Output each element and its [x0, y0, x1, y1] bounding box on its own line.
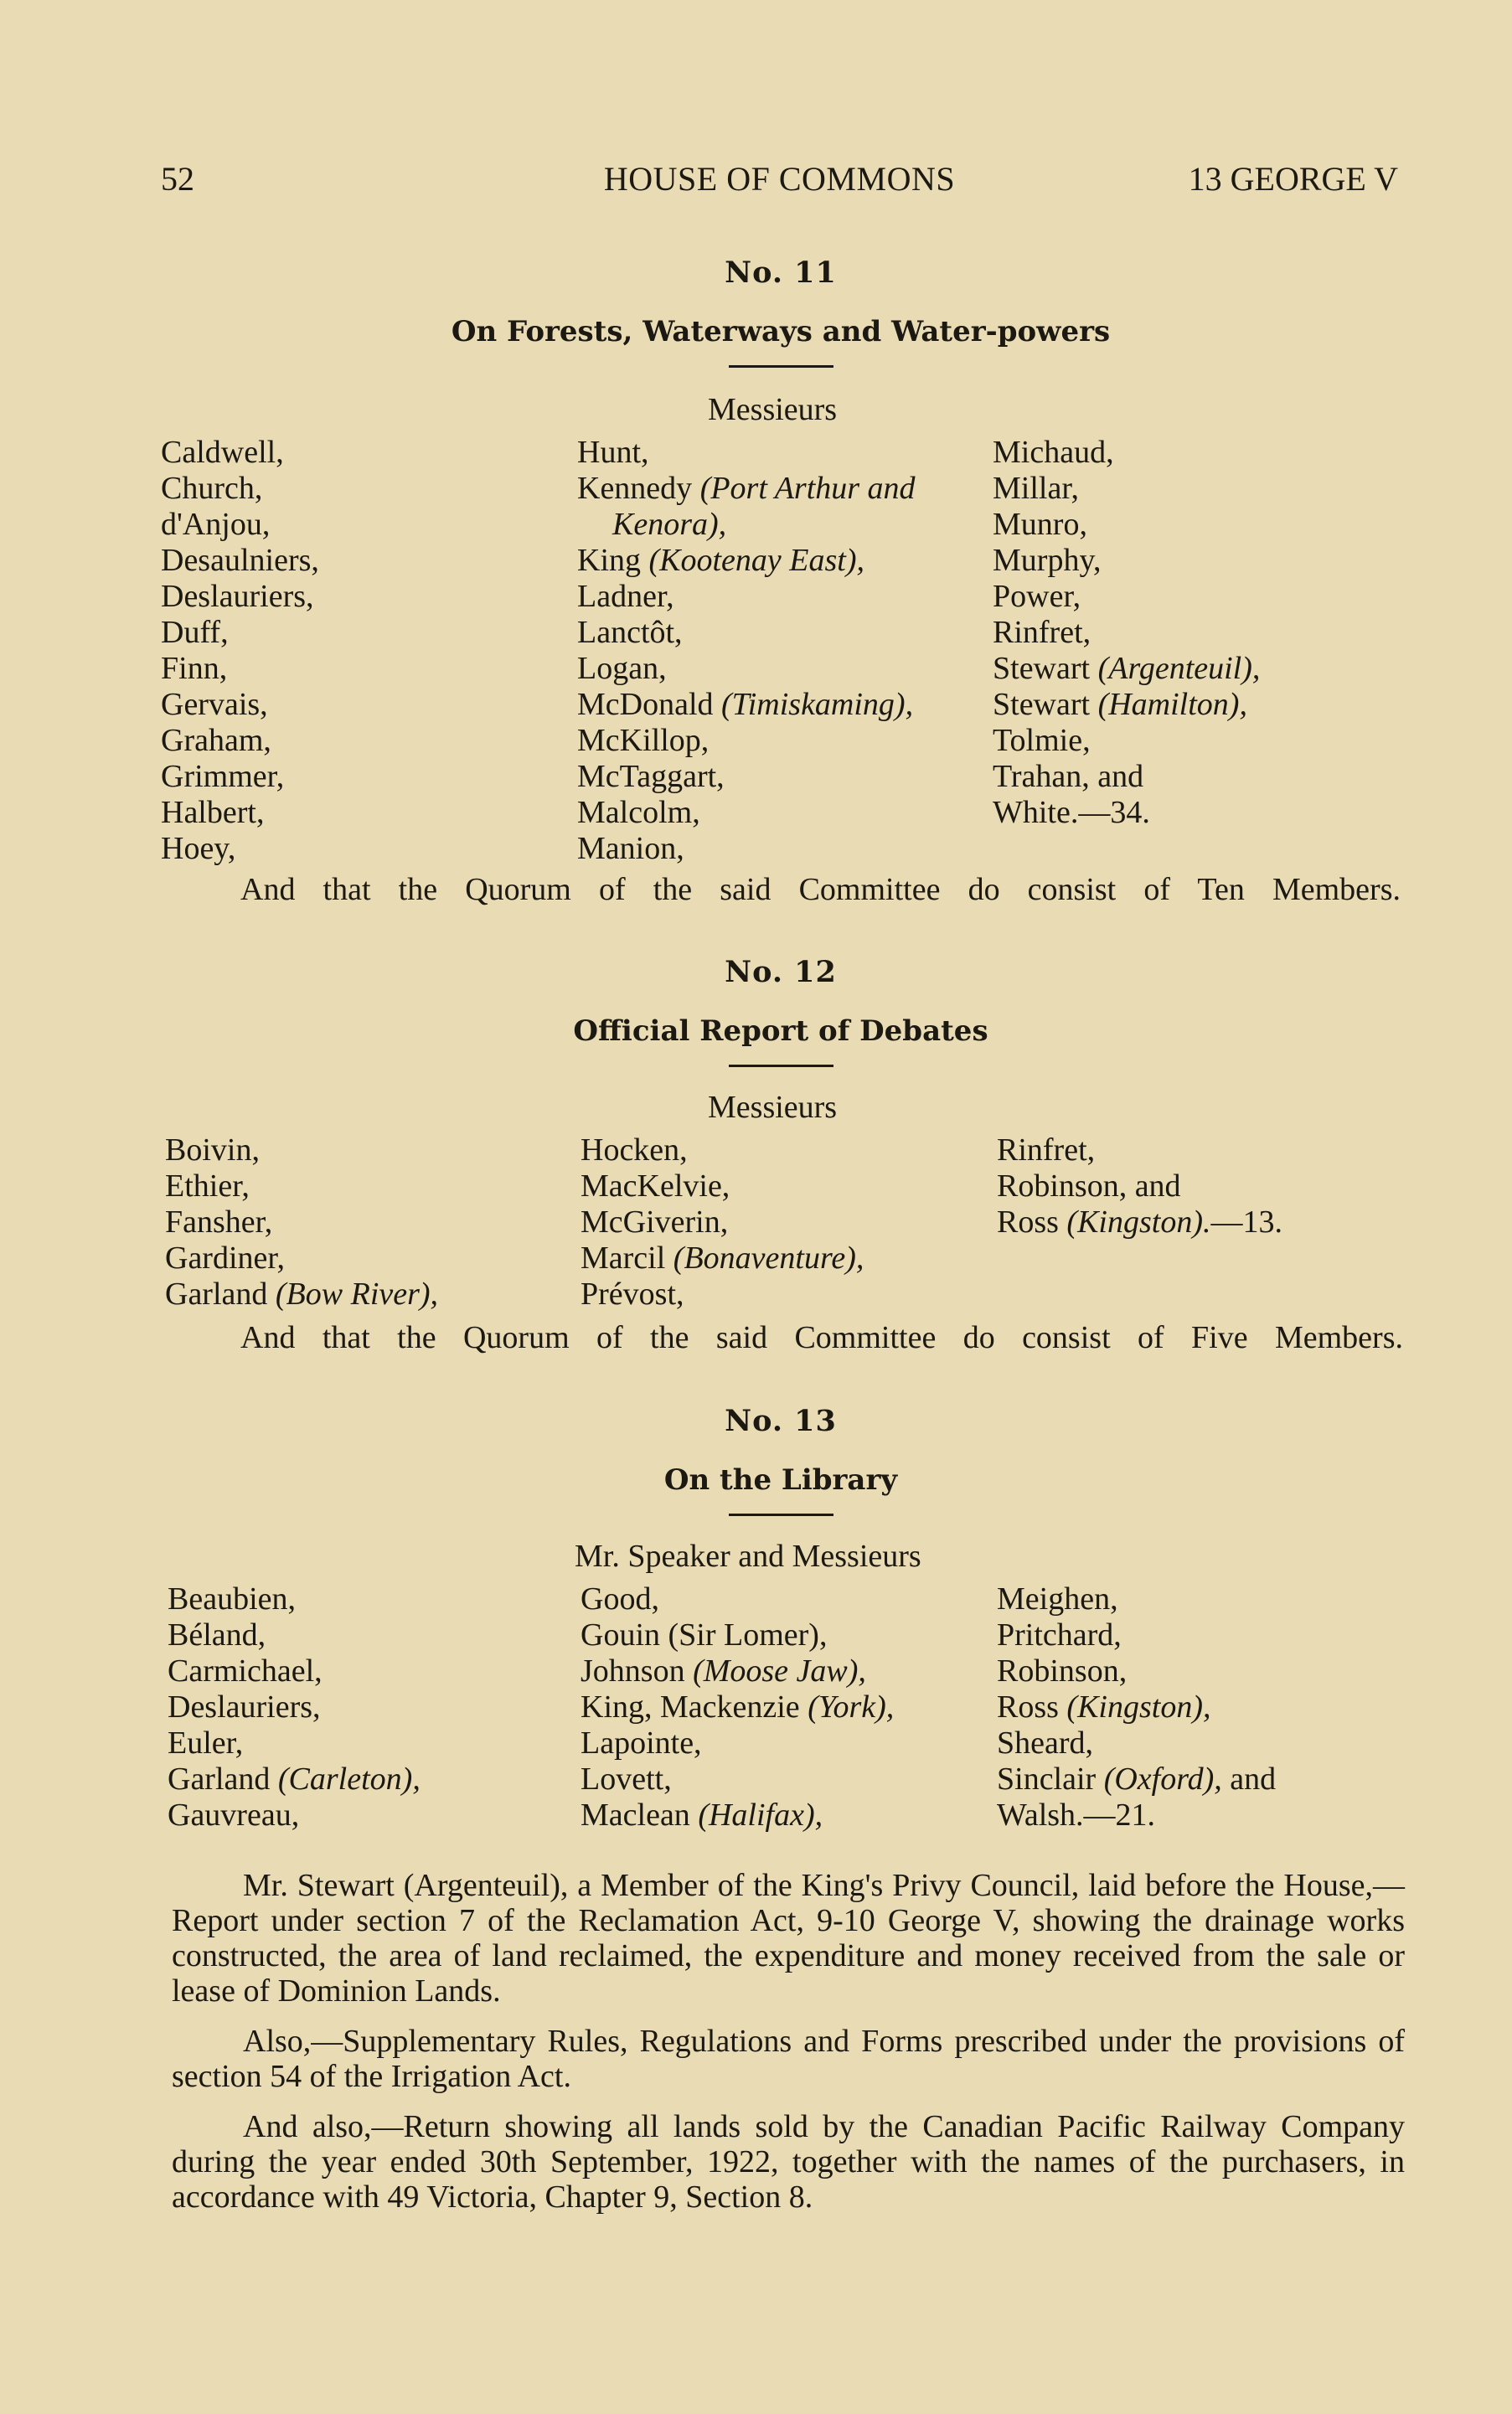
- member-name: Rinfret,: [993, 615, 1091, 650]
- member-entry: Halbert,: [161, 795, 265, 830]
- member-name: Stewart: [993, 687, 1098, 722]
- member-entry: [577, 759, 916, 795]
- committee-11-heading: [161, 255, 1401, 368]
- regnal-year: 13 GEORGE V: [1188, 160, 1398, 198]
- committee-12-intro: Messieurs: [708, 1090, 838, 1125]
- member-entry: [577, 723, 916, 759]
- constituency-note: (Port Arthur and: [699, 471, 916, 506]
- member-entry: [997, 1761, 1276, 1798]
- committee-11-members-col-1: [161, 435, 319, 867]
- committee-11-intro: Messieurs: [708, 392, 838, 427]
- member-name: McGiverin,: [581, 1204, 729, 1240]
- member-name: MacKelvie,: [581, 1168, 730, 1204]
- member-name: Marcil: [581, 1241, 673, 1276]
- member-entry: [997, 1798, 1276, 1834]
- member-entry: Gervais,: [161, 687, 268, 722]
- constituency-note: (Kingston),: [1066, 1689, 1211, 1725]
- member-suffix: and: [1221, 1761, 1277, 1797]
- committee-12-quorum: And that the Quorum of the said Committee do consist of Five Members.: [240, 1320, 1403, 1355]
- member-entry: [577, 543, 916, 579]
- member-entry: [581, 1653, 894, 1689]
- committee-12-members-col-2: [581, 1132, 864, 1313]
- member-name: Stewart: [993, 651, 1098, 686]
- committee-11-members-col-2: [577, 435, 916, 867]
- member-entry: Church,: [161, 471, 263, 506]
- title-rule: [729, 1065, 833, 1067]
- committee-title: On the Library: [663, 1463, 898, 1497]
- constituency-note: (York),: [808, 1689, 895, 1725]
- member-name: Ross: [997, 1204, 1067, 1240]
- member-name: Robinson, and: [997, 1168, 1181, 1204]
- constituency-note: Kenora),: [612, 507, 727, 542]
- member-entry: [577, 687, 916, 723]
- member-entry: [997, 1581, 1276, 1617]
- member-entry: [168, 1725, 421, 1761]
- member-entry: [993, 435, 1260, 471]
- member-name: Meighen,: [997, 1581, 1118, 1617]
- member-entry: [165, 1241, 438, 1277]
- member-name: Murphy,: [993, 543, 1102, 578]
- member-name: Maclean: [581, 1798, 699, 1833]
- member-entry: Caldwell,: [161, 435, 284, 470]
- member-entry: [581, 1581, 894, 1617]
- member-entry: [168, 1617, 421, 1653]
- committee-number: No. 11: [725, 255, 837, 290]
- committee-title: On Forests, Waterways and Water-powers: [451, 315, 1111, 348]
- member-name: Boivin,: [165, 1132, 260, 1168]
- member-entry: [997, 1725, 1276, 1761]
- member-name: King: [577, 543, 649, 578]
- member-entry: Deslauriers,: [161, 579, 314, 614]
- member-entry: [581, 1168, 864, 1204]
- constituency-note: (Kingston).: [1066, 1204, 1211, 1240]
- member-entry: [581, 1689, 894, 1725]
- constituency-note: (Bonaventure),: [673, 1241, 864, 1276]
- page-header: [161, 159, 1398, 209]
- member-name: Garland: [165, 1277, 276, 1312]
- constituency-note: (Carleton),: [277, 1761, 421, 1797]
- member-name: Beaubien,: [168, 1581, 297, 1617]
- member-entry: [168, 1581, 421, 1617]
- committee-12-heading: [161, 955, 1401, 1067]
- title-rule: [729, 1514, 833, 1516]
- committee-12-members-col-3: [997, 1132, 1282, 1241]
- member-entry: [581, 1241, 864, 1277]
- member-name: Fansher,: [165, 1204, 273, 1240]
- committee-title: Official Report of Debates: [573, 1014, 988, 1048]
- member-name: Hunt,: [577, 435, 649, 470]
- member-suffix: —13.: [1210, 1204, 1282, 1240]
- member-name: Malcolm,: [577, 795, 700, 830]
- member-entry: [993, 507, 1260, 543]
- member-name: Manion,: [577, 831, 684, 866]
- member-entry: [168, 1798, 421, 1834]
- member-entry: [993, 579, 1260, 615]
- member-entry: [993, 651, 1260, 687]
- constituency-note: (Argenteuil),: [1097, 651, 1261, 686]
- member-name: Power,: [993, 579, 1081, 614]
- member-name: Lovett,: [581, 1761, 672, 1797]
- committee-12-members-col-1: [165, 1132, 438, 1313]
- committee-11-members-col-3: [993, 435, 1260, 831]
- constituency-note: (Bow River),: [275, 1277, 439, 1312]
- member-entry: Duff,: [161, 615, 229, 650]
- committee-number: No. 13: [725, 1404, 837, 1438]
- member-entry: d'Anjou,: [161, 507, 271, 542]
- member-entry: [581, 1798, 894, 1834]
- committee-11-quorum: And that the Quorum of the said Committee do consist of Ten Members.: [240, 872, 1401, 907]
- constituency-note: (Kootenay East),: [648, 543, 865, 578]
- member-name: Munro,: [993, 507, 1087, 542]
- member-name: Hocken,: [581, 1132, 688, 1168]
- member-name: Good,: [581, 1581, 659, 1617]
- member-entry: [165, 1132, 438, 1168]
- member-entry: Graham,: [161, 723, 271, 758]
- member-entry: [581, 1617, 894, 1653]
- committee-13-heading: [161, 1404, 1401, 1516]
- member-name: Deslauriers,: [168, 1689, 321, 1725]
- page-number: 52: [161, 160, 194, 198]
- member-entry: [993, 687, 1260, 723]
- member-name: King, Mackenzie: [581, 1689, 808, 1725]
- member-entry: [993, 759, 1260, 795]
- member-entry: Hoey,: [161, 831, 236, 866]
- paragraph-report: Mr. Stewart (Argenteuil), a Member of the King's Privy Council, laid before the House,—Report under section 7 of the Reclamation Act, 9-10 George V, showing the drainage works constructed, the area of land reclaimed, the expenditure and money received from the sale or lease of Dominion Lands.: [172, 1868, 1405, 2009]
- member-entry: [168, 1689, 421, 1725]
- member-entry: [168, 1653, 421, 1689]
- member-entry: [577, 831, 916, 867]
- member-entry: [997, 1168, 1282, 1204]
- member-name: Prévost,: [581, 1277, 684, 1312]
- member-entry: [577, 651, 916, 687]
- member-entry: [581, 1761, 894, 1798]
- tabled-documents: [172, 1868, 1405, 2215]
- member-entry: Desaulniers,: [161, 543, 319, 578]
- member-name: Robinson,: [997, 1653, 1128, 1689]
- member-entry: [993, 795, 1260, 831]
- committee-number: No. 12: [725, 955, 837, 989]
- member-name: Tolmie,: [993, 723, 1091, 758]
- member-entry: [165, 1204, 438, 1241]
- committee-13-intro: Mr. Speaker and Messieurs: [575, 1539, 921, 1574]
- member-entry: [577, 435, 916, 471]
- member-name: Millar,: [993, 471, 1079, 506]
- member-entry: [577, 615, 916, 651]
- running-title: HOUSE OF COMMONS: [603, 160, 956, 198]
- member-entry: [997, 1204, 1282, 1241]
- member-name: Sheard,: [997, 1725, 1094, 1761]
- member-entry: [993, 543, 1260, 579]
- constituency-note: (Halifax),: [698, 1798, 823, 1833]
- constituency-note: (Oxford),: [1103, 1761, 1222, 1797]
- member-entry: [577, 579, 916, 615]
- committee-13-members-col-3: [997, 1581, 1276, 1834]
- title-rule: [729, 365, 833, 368]
- member-name: Gauvreau,: [168, 1798, 300, 1833]
- member-name: Michaud,: [993, 435, 1114, 470]
- member-name: Kennedy: [577, 471, 700, 506]
- member-entry: [997, 1617, 1276, 1653]
- member-name: Pritchard,: [997, 1617, 1122, 1653]
- member-name: White.—34.: [993, 795, 1150, 830]
- member-name: Gouin (Sir Lomer),: [581, 1617, 828, 1653]
- constituency-note: (Moose Jaw),: [693, 1653, 866, 1689]
- member-entry: [993, 471, 1260, 507]
- member-name: Lanctôt,: [577, 615, 683, 650]
- paragraph-rules: Also,—Supplementary Rules, Regulations and Forms prescribed under the provisions of section 54 of the Irrigation Act.: [172, 2024, 1405, 2094]
- member-entry: Finn,: [161, 651, 228, 686]
- member-name: Walsh.—21.: [997, 1798, 1156, 1833]
- member-entry: [168, 1761, 421, 1798]
- member-name: Lapointe,: [581, 1725, 702, 1761]
- member-name: McTaggart,: [577, 759, 725, 794]
- member-name: Euler,: [168, 1725, 244, 1761]
- paragraph-return: And also,—Return showing all lands sold by the Canadian Pacific Railway Company during the year ended 30th September, 1922, together with the names of the purchasers, in accordance with 49 Victoria, Chapter 9, Section 8.: [172, 2109, 1405, 2215]
- member-entry: [577, 795, 916, 831]
- member-name: Carmichael,: [168, 1653, 323, 1689]
- constituency-note: (Hamilton),: [1097, 687, 1247, 722]
- member-entry: [581, 1725, 894, 1761]
- member-entry: [581, 1277, 864, 1313]
- member-name: Johnson: [581, 1653, 694, 1689]
- member-name: Ladner,: [577, 579, 674, 614]
- member-name: Logan,: [577, 651, 667, 686]
- committee-13-members-col-2: [581, 1581, 894, 1834]
- member-entry: [993, 723, 1260, 759]
- member-name: Gardiner,: [165, 1241, 286, 1276]
- member-entry: [997, 1132, 1282, 1168]
- member-entry: [581, 1132, 864, 1168]
- member-name: McDonald: [577, 687, 722, 722]
- member-entry: [997, 1653, 1276, 1689]
- member-name: Ethier,: [165, 1168, 250, 1204]
- committee-13-members-col-1: [168, 1581, 421, 1834]
- member-name: Trahan, and: [993, 759, 1144, 794]
- member-entry: [165, 1277, 438, 1313]
- member-entry: [165, 1168, 438, 1204]
- constituency-note: (Timiskaming),: [721, 687, 914, 722]
- member-entry: [577, 471, 916, 507]
- member-entry: [577, 507, 916, 543]
- member-entry: [993, 615, 1260, 651]
- member-name: Béland,: [168, 1617, 266, 1653]
- member-name: Ross: [997, 1689, 1067, 1725]
- member-entry: Grimmer,: [161, 759, 285, 794]
- member-name: McKillop,: [577, 723, 710, 758]
- member-name: Rinfret,: [997, 1132, 1096, 1168]
- member-name: Sinclair: [997, 1761, 1104, 1797]
- member-name: Garland: [168, 1761, 278, 1797]
- member-entry: [581, 1204, 864, 1241]
- member-entry: [997, 1689, 1276, 1725]
